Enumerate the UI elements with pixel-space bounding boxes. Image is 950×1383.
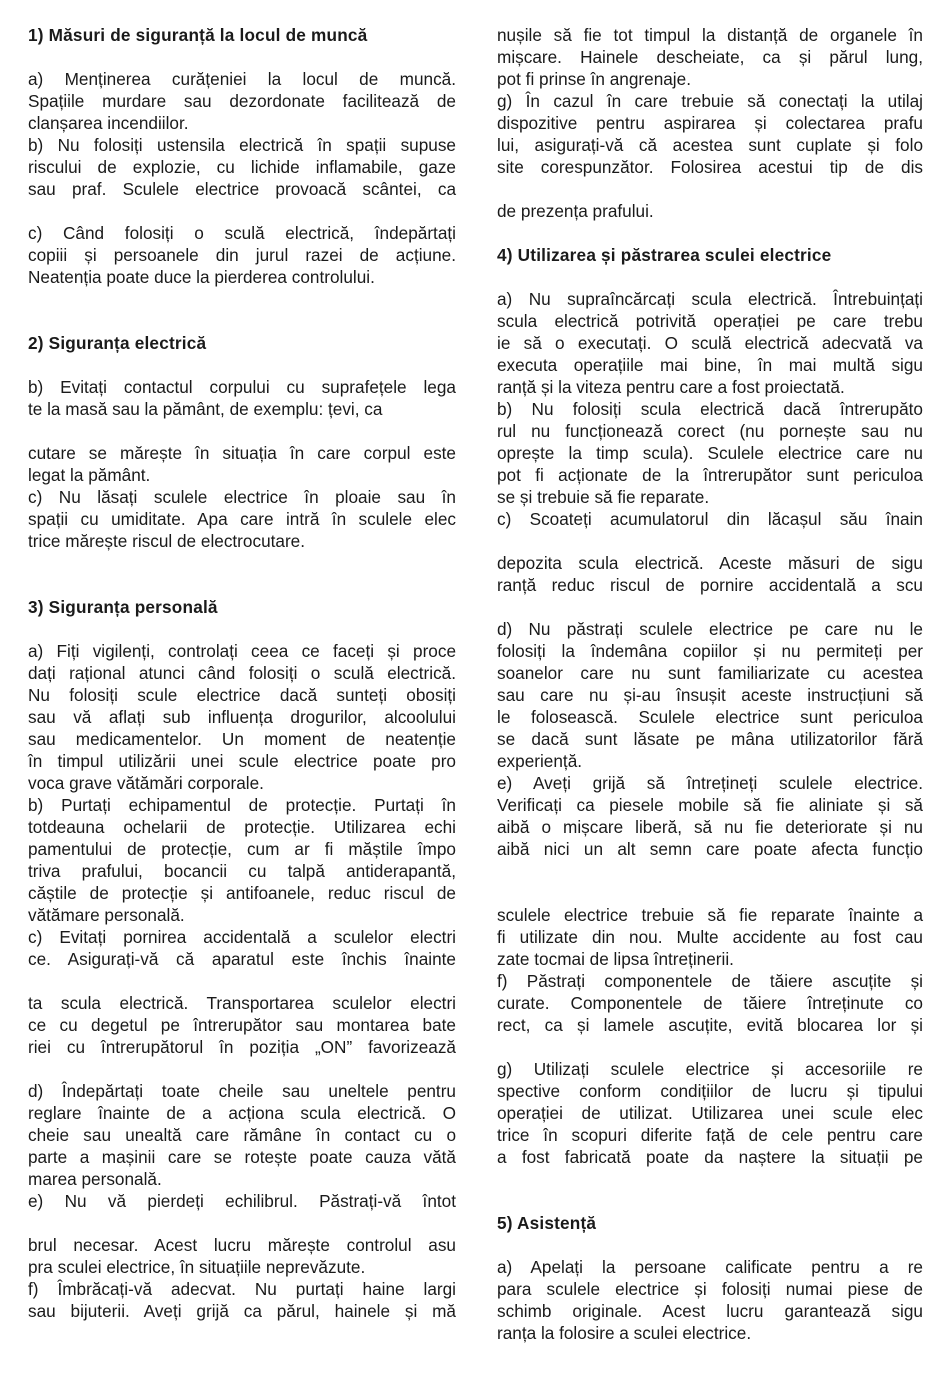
- text-line: oprește la timp scula). Sculele electrice care nu: [497, 443, 923, 463]
- text-line: voca grave vătămări corporale.: [28, 773, 264, 793]
- text-line: se dacă sunt lăsate pe mâna utilizatorilor fără: [497, 729, 923, 749]
- blank-line: [497, 530, 923, 552]
- text-line: spații cu umiditate. Apa care intră în sculele elec: [28, 509, 456, 529]
- text-line: aibă o mișcare liberă, să nu fie deteriorate și nu: [497, 817, 923, 837]
- section-heading: 4) Utilizarea și păstrarea sculei electrice: [497, 245, 832, 265]
- text-line: reglare înainte de a acționa scula electrică. O: [28, 1103, 456, 1123]
- text-line: ranța la folosire a sculei electrice.: [497, 1323, 752, 1343]
- blank-line: [497, 882, 923, 904]
- blank-line: [28, 310, 456, 332]
- text-line: spective conform condițiilor de lucru și tipului: [497, 1081, 923, 1101]
- blank-line: [28, 1058, 456, 1080]
- blank-line: [28, 200, 456, 222]
- text-line: site corespunzător. Folosirea acestui tip de dis: [497, 157, 923, 177]
- text-line: le folosească. Sculele electrice sunt periculoa: [497, 707, 923, 727]
- text-line: sculele electrice trebuie să fie reparate înainte a: [497, 905, 923, 925]
- text-line: pamentului de protecție, cum ar fi măștile împo: [28, 839, 456, 859]
- text-line: curate. Componentele de tăiere întreținute co: [497, 993, 923, 1013]
- blank-line: [497, 596, 923, 618]
- text-line: soanelor care nu sunt familiarizate cu acestea: [497, 663, 923, 683]
- text-line: sau care nu și-au însușit aceste instrucțiuni să: [497, 685, 923, 705]
- text-line: clanșarea incendiilor.: [28, 113, 189, 133]
- text-line: folosiți la îndemâna copiilor și nu permiteți per: [497, 641, 923, 661]
- blank-line: [497, 1234, 923, 1256]
- blank-line: [497, 1168, 923, 1190]
- left-text-column: [28, 24, 456, 1322]
- text-line: cutare se mărește în situația în care corpul este: [28, 443, 456, 463]
- text-line: vătămare personală.: [28, 905, 185, 925]
- text-line: b) Evitați contactul corpului cu suprafețele lega: [28, 377, 456, 397]
- text-line: se și trebuie să fie reparate.: [497, 487, 710, 507]
- text-line: executa operațiile mai bine, în mai multă sigu: [497, 355, 923, 375]
- text-line: ranță reduc riscul de pornire accidentală a scu: [497, 575, 923, 595]
- text-line: a) Fiți vigilenți, controlați ceea ce faceți și proce: [28, 641, 456, 661]
- text-line: b) Nu folosiți ustensila electrică în spații supuse: [28, 135, 456, 155]
- text-line: căștile de protecție și antifoanele, reduc riscul de: [28, 883, 456, 903]
- blank-line: [28, 288, 456, 310]
- text-line: te la masă sau la pământ, de exemplu: țevi, ca: [28, 399, 383, 419]
- text-line: c) Evitați pornirea accidentală a sculelor electri: [28, 927, 456, 947]
- text-line: cheie sau unealtă care rămâne în contact cu o: [28, 1125, 456, 1145]
- right-text-column: [497, 24, 923, 1344]
- text-line: triva prafului, bocancii cu talpă antiderapantă,: [28, 861, 456, 881]
- section-heading: 1) Măsuri de siguranță la locul de muncă: [28, 25, 368, 45]
- text-line: experiență.: [497, 751, 583, 771]
- text-line: ce cu degetul pe întrerupător sau montarea bate: [28, 1015, 456, 1035]
- text-line: g) În cazul în care trebuie să conectați la utilaj: [497, 91, 923, 111]
- text-line: pot fi prinse în angrenaje.: [497, 69, 691, 89]
- blank-line: [497, 1190, 923, 1212]
- text-line: scula electrică potrivită operației pe care trebu: [497, 311, 923, 331]
- blank-line: [28, 354, 456, 376]
- blank-line: [28, 1212, 456, 1234]
- text-line: depozita scula electrică. Aceste măsuri de sigu: [497, 553, 923, 573]
- text-line: d) Nu păstrați sculele electrice pe care nu le: [497, 619, 923, 639]
- text-line: schimb originale. Acest lucru garantează sigu: [497, 1301, 923, 1321]
- blank-line: [497, 860, 923, 882]
- text-line: fi utilizate din nou. Multe accidente au fost cau: [497, 927, 923, 947]
- text-line: c) Scoateți acumulatorul din lăcașul său înain: [497, 509, 923, 529]
- text-line: ta scula electrică. Transportarea sculelor electri: [28, 993, 456, 1013]
- text-line: legat la pământ.: [28, 465, 151, 485]
- text-line: parte a mașinii care se rotește poate cauza vătă: [28, 1147, 456, 1167]
- text-line: de prezența prafului.: [497, 201, 654, 221]
- text-line: d) Îndepărtați toate cheile sau uneltele pentru: [28, 1081, 456, 1101]
- text-line: rul nu funcționează corect (nu pornește sau nu: [497, 421, 923, 441]
- text-line: sau praf. Sculele electrice provoacă scântei, ca: [28, 179, 456, 199]
- text-line: lui, asigurați-vă că acestea sunt cuplate și folo: [497, 135, 923, 155]
- text-line: pot fi acționate de la întrerupător sunt periculoa: [497, 465, 923, 485]
- text-line: Neatenția poate duce la pierderea controlului.: [28, 267, 375, 287]
- text-line: sau vă aflați sub influența drogurilor, alcoolului: [28, 707, 456, 727]
- text-line: ranță și la viteza pentru care a fost proiectată.: [497, 377, 845, 397]
- text-line: Spațiile murdare sau dezordonate facilitează de: [28, 91, 456, 111]
- text-line: brul necesar. Acest lucru mărește controlul asu: [28, 1235, 456, 1255]
- text-line: ce. Asigurați-vă că aparatul este închis înainte: [28, 949, 456, 969]
- text-line: nușile să fie tot timpul la distanță de organele în: [497, 25, 923, 45]
- blank-line: [28, 618, 456, 640]
- text-line: para sculele electrice și folosiți numai piese de: [497, 1279, 923, 1299]
- text-line: a) Apelați la persoane calificate pentru a re: [497, 1257, 923, 1277]
- text-line: riscului de explozie, cu lichide inflamabile, gaze: [28, 157, 456, 177]
- text-line: a fost fabricată poate da naștere la situații pe: [497, 1147, 923, 1167]
- text-line: zate tocmai de lipsa întreținerii.: [497, 949, 734, 969]
- text-line: f) Păstrați componentele de tăiere ascuțite și: [497, 971, 923, 991]
- text-line: f) Îmbrăcați-vă adecvat. Nu purtați haine largi: [28, 1279, 456, 1299]
- text-line: totdeauna ochelarii de protecție. Utilizarea echi: [28, 817, 456, 837]
- text-line: e) Aveți grijă să întrețineți sculele electrice.: [497, 773, 923, 793]
- text-line: sau medicamentelor. Un moment de neatenție: [28, 729, 456, 749]
- blank-line: [28, 574, 456, 596]
- blank-line: [497, 1036, 923, 1058]
- blank-line: [497, 222, 923, 244]
- text-line: dați rațional atunci când folosiți o sculă electrică.: [28, 663, 456, 683]
- text-line: trice mărește riscul de electrocutare.: [28, 531, 306, 551]
- text-line: copiii și persoanele din jurul razei de acțiune.: [28, 245, 456, 265]
- section-heading: 3) Siguranța personală: [28, 597, 218, 617]
- text-line: marea personală.: [28, 1169, 162, 1189]
- text-line: c) Când folosiți o sculă electrică, îndepărtați: [28, 223, 456, 243]
- text-line: mișcare. Hainele descheiate, ca și părul lung,: [497, 47, 923, 67]
- text-line: rect, ca și lamele ascuțite, evită blocarea lor și: [497, 1015, 923, 1035]
- text-line: c) Nu lăsați sculele electrice în ploaie sau în: [28, 487, 456, 507]
- section-heading: 5) Asistență: [497, 1213, 597, 1233]
- text-line: în timpul utilizării unei scule electrice poate pro: [28, 751, 456, 771]
- text-line: sau bijuterii. Aveți grijă ca părul, hainele și mă: [28, 1301, 456, 1321]
- text-line: b) Nu folosiți scula electrică dacă întrerupăto: [497, 399, 923, 419]
- text-line: g) Utilizați sculele electrice și accesoriile re: [497, 1059, 923, 1079]
- blank-line: [28, 970, 456, 992]
- text-line: a) Nu supraîncărcați scula electrică. Întrebuințați: [497, 289, 923, 309]
- text-line: trice în scopuri diferite față de cele pentru care: [497, 1125, 923, 1145]
- text-line: operației de utilizat. Utilizarea unei scule elec: [497, 1103, 923, 1123]
- blank-line: [28, 420, 456, 442]
- text-line: pra sculei electrice, în situațiile neprevăzute.: [28, 1257, 366, 1277]
- text-line: Verificați ca piesele mobile să fie aliniate și să: [497, 795, 923, 815]
- text-line: Nu folosiți scule electrice dacă sunteți obosiți: [28, 685, 456, 705]
- section-heading: 2) Siguranța electrică: [28, 333, 207, 353]
- blank-line: [28, 552, 456, 574]
- text-line: e) Nu vă pierdeți echilibrul. Păstrați-vă întot: [28, 1191, 456, 1211]
- text-line: b) Purtați echipamentul de protecție. Purtați în: [28, 795, 456, 815]
- text-line: ie să o executați. O sculă electrică adecvată va: [497, 333, 923, 353]
- blank-line: [497, 266, 923, 288]
- text-line: a) Menținerea curățeniei la locul de muncă.: [28, 69, 456, 89]
- blank-line: [497, 178, 923, 200]
- text-line: riei cu întrerupătorul în poziția „ON” favorizează: [28, 1037, 456, 1057]
- blank-line: [28, 46, 456, 68]
- text-line: dispozitive pentru aspirarea și colectarea prafu: [497, 113, 923, 133]
- text-line: aibă nici un alt semn care poate afecta funcțio: [497, 839, 923, 859]
